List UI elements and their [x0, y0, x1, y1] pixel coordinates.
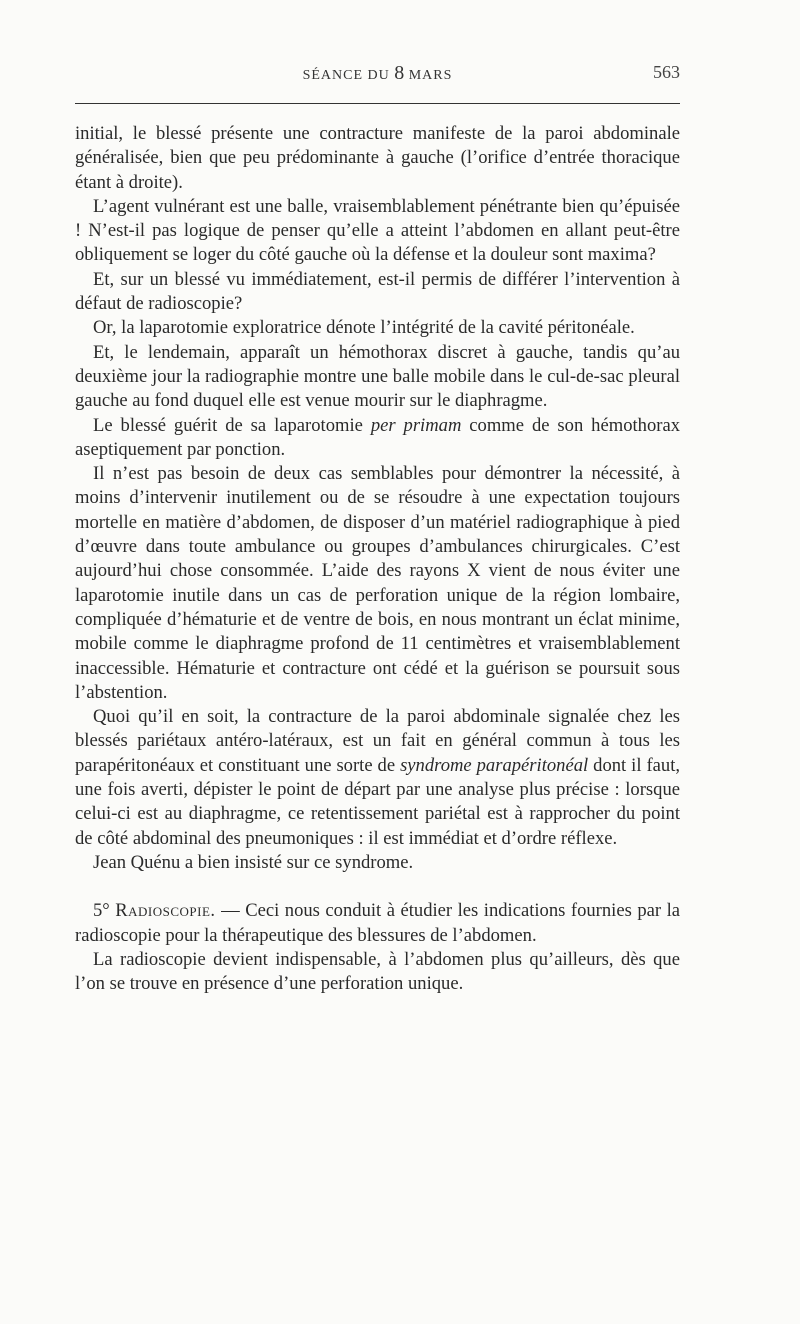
paragraph — [75, 705, 680, 851]
section-gap — [75, 875, 680, 899]
syndrome-term: syndrome parapéritonéal — [400, 754, 589, 776]
paragraph: Jean Quénu a bien insisté sur ce syndrome. — [93, 851, 414, 873]
running-title-suffix: MARS — [408, 68, 453, 83]
latin-phrase: per primam — [370, 414, 462, 436]
paragraph: Il n’est pas besoin de deux cas semblables pour démontrer la nécessité, à moins d’intervenir inutilement ou de se résoudre à une expectation toujours mortelle en matière d’abdomen, de disposer d’un matériel radiographique à pied d’œuvre dans toute ambulance ou groupes d’ambulances chirurgicales. C’est aujourd’hui chose consommée. L’aide des rayons X vient de nous éviter une laparotomie inutile dans un cas de perforation unique de la région lombaire, compliquée d’hématurie et de ventre de bois, en nous montrant un éclat minime, mobile comme le diaphragme profond de 11 centimètres et vraisemblablement inaccessible. Hématurie et contracture ont cédé et la guérison se poursuit sous l’abstention. — [75, 463, 680, 703]
section-number: 5° — [93, 900, 110, 922]
running-title-number: 8 — [394, 62, 405, 84]
paragraph — [75, 414, 680, 463]
paragraph-text: — Ceci nous conduit à étudier les indications fournies par la radioscopie pour la thérapeutique des blessures de l’abdomen. — [75, 900, 680, 946]
section-heading: Radioscopie. — [115, 900, 216, 922]
page-number: 563 — [653, 62, 680, 82]
header-rule — [75, 103, 680, 104]
paragraph: Or, la laparotomie exploratrice dénote l’intégrité de la cavité péritonéale. — [93, 317, 635, 339]
paragraph: Et, sur un blessé vu immédiatement, est-il permis de différer l’intervention à défaut de radioscopie? — [75, 268, 680, 315]
paragraph-text: dont il faut, une fois averti, dépister le point de départ par une analyse plus précise : lorsque celui-ci est au diaphragme, ce retentissement pariétal est à rapprocher du point de côté abdominal des pneumoniques : il est immédiat et d’ordre réflexe. — [75, 754, 681, 849]
paragraph-text: Quoi qu’il en soit, la contracture de la paroi abdominale signalée chez les blessés pariétaux antéro-latéraux, est un fait en général commun à tous les parapéritonéaux et constituant une sorte de — [75, 706, 680, 776]
paragraph-text: Le blessé guérit de sa laparotomie — [93, 414, 371, 436]
paragraph-text: comme de son hémothorax aseptiquement par ponction. — [75, 414, 680, 460]
running-header — [75, 62, 680, 86]
running-title — [75, 62, 680, 85]
body-text — [75, 122, 680, 996]
running-title-prefix: SÉANCE DU — [302, 68, 390, 83]
section-paragraph — [75, 899, 680, 948]
paragraph: L’agent vulnérant est une balle, vraisemblablement pénétrante bien qu’épuisée ! N’est-il pas logique de penser qu’elle a atteint l’abdomen en allant peut-être obliquement se loger du côté gauche où la défense et la douleur sont maxima? — [75, 195, 680, 266]
paragraph: Et, le lendemain, apparaît un hémothorax discret à gauche, tandis qu’au deuxième jour la radiographie montre une balle mobile dans le cul-de-sac pleural gauche au fond duquel elle est venue mourir sur le diaphragme. — [75, 341, 680, 412]
paragraph: initial, le blessé présente une contracture manifeste de la paroi abdominale généralisée, bien que peu prédominante à gauche (l’orifice d’entrée thoracique étant à droite). — [75, 123, 680, 193]
paragraph: La radioscopie devient indispensable, à l’abdomen plus qu’ailleurs, dès que l’on se trouve en présence d’une perforation unique. — [75, 948, 680, 995]
